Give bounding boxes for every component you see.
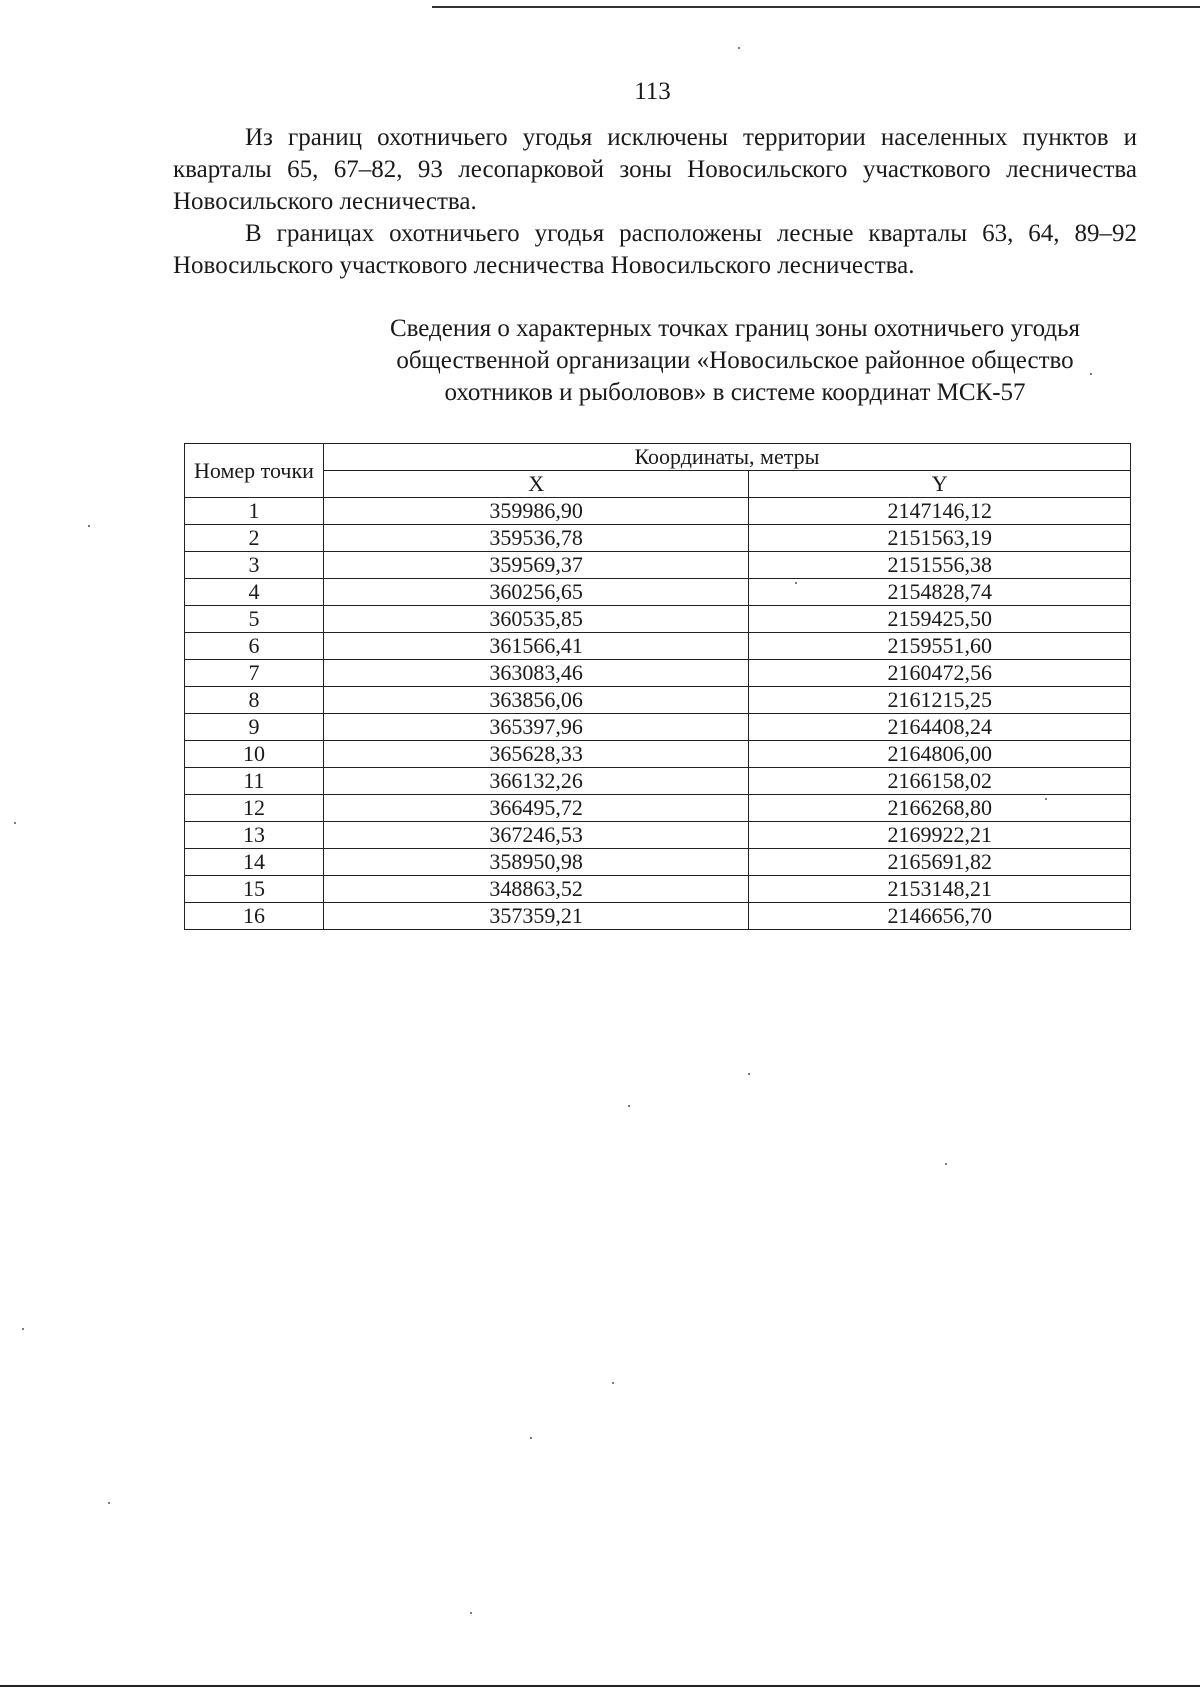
table-row bbox=[185, 903, 1131, 930]
page-number: 113 bbox=[634, 78, 671, 105]
header-coordinates: Координаты, метры bbox=[323, 444, 1130, 471]
cell-x: 365628,33 bbox=[323, 741, 749, 768]
cell-y: 2159551,60 bbox=[749, 633, 1131, 660]
cell-x: 363856,06 bbox=[323, 687, 749, 714]
scan-border-top bbox=[432, 6, 1200, 8]
table-row bbox=[185, 768, 1131, 795]
scan-speck bbox=[14, 822, 16, 824]
cell-point-number: 7 bbox=[185, 660, 324, 687]
cell-point-number: 10 bbox=[185, 741, 324, 768]
scan-speck bbox=[628, 1105, 630, 1107]
cell-y: 2146656,70 bbox=[749, 903, 1131, 930]
cell-y: 2166158,02 bbox=[749, 768, 1131, 795]
scan-border-bottom bbox=[0, 1685, 1200, 1687]
cell-x: 366132,26 bbox=[323, 768, 749, 795]
cell-y: 2154828,74 bbox=[749, 579, 1131, 606]
caption-line: охотников и рыболовов» в системе координат МСК-57 bbox=[444, 379, 1026, 406]
table-row bbox=[185, 849, 1131, 876]
table-row bbox=[185, 795, 1131, 822]
cell-x: 359986,90 bbox=[323, 498, 749, 525]
scan-speck bbox=[88, 525, 90, 527]
scan-speck bbox=[530, 1437, 532, 1439]
table-row bbox=[185, 633, 1131, 660]
cell-x: 359536,78 bbox=[323, 525, 749, 552]
cell-point-number: 12 bbox=[185, 795, 324, 822]
scan-speck bbox=[1090, 373, 1092, 375]
header-y: Y bbox=[749, 471, 1131, 498]
cell-x: 363083,46 bbox=[323, 660, 749, 687]
cell-y: 2159425,50 bbox=[749, 606, 1131, 633]
cell-point-number: 2 bbox=[185, 525, 324, 552]
table-row bbox=[185, 660, 1131, 687]
cell-x: 357359,21 bbox=[323, 903, 749, 930]
cell-y: 2147146,12 bbox=[749, 498, 1131, 525]
table-row bbox=[185, 606, 1131, 633]
paragraph-included-quarters: В границах охотничьего угодья расположены лесные кварталы 63, 64, 89–92 Новосильского участкового лесничества Новосильского лесничества. bbox=[173, 220, 1137, 279]
cell-point-number: 5 bbox=[185, 606, 324, 633]
table-row bbox=[185, 876, 1131, 903]
header-point-number: Номер точки bbox=[185, 444, 324, 498]
table-row bbox=[185, 687, 1131, 714]
cell-point-number: 9 bbox=[185, 714, 324, 741]
table-row bbox=[185, 714, 1131, 741]
scan-speck bbox=[1045, 798, 1047, 800]
paragraph-excluded-territories: Из границ охотничьего угодья исключены территории населенных пунктов и кварталы 65, 67–82, 93 лесопарковой зоны Новосильского участкового лесничества Новосильского лесничества. bbox=[173, 124, 1137, 215]
scan-speck bbox=[945, 1163, 947, 1165]
cell-y: 2160472,56 bbox=[749, 660, 1131, 687]
caption-line: общественной организации «Новосильское районное общество bbox=[396, 347, 1074, 374]
cell-x: 360256,65 bbox=[323, 579, 749, 606]
scan-speck bbox=[738, 47, 740, 49]
cell-x: 358950,98 bbox=[323, 849, 749, 876]
scan-speck bbox=[795, 582, 797, 584]
cell-y: 2153148,21 bbox=[749, 876, 1131, 903]
table-row bbox=[185, 552, 1131, 579]
cell-point-number: 8 bbox=[185, 687, 324, 714]
scan-speck bbox=[470, 1612, 472, 1614]
cell-y: 2166268,80 bbox=[749, 795, 1131, 822]
cell-point-number: 16 bbox=[185, 903, 324, 930]
caption-line: Сведения о характерных точках границ зоны охотничьего угодья bbox=[389, 315, 1081, 342]
cell-point-number: 1 bbox=[185, 498, 324, 525]
table-header-row bbox=[185, 444, 1131, 471]
cell-point-number: 4 bbox=[185, 579, 324, 606]
cell-y: 2164408,24 bbox=[749, 714, 1131, 741]
header-x: X bbox=[323, 471, 749, 498]
cell-x: 359569,37 bbox=[323, 552, 749, 579]
table-row bbox=[185, 498, 1131, 525]
cell-y: 2169922,21 bbox=[749, 822, 1131, 849]
scan-speck bbox=[22, 1328, 24, 1330]
cell-y: 2151563,19 bbox=[749, 525, 1131, 552]
scan-speck bbox=[612, 1382, 614, 1384]
cell-point-number: 11 bbox=[185, 768, 324, 795]
cell-x: 367246,53 bbox=[323, 822, 749, 849]
table-caption bbox=[240, 313, 1200, 409]
table-row bbox=[185, 741, 1131, 768]
table-row bbox=[185, 525, 1131, 552]
table-row bbox=[185, 822, 1131, 849]
cell-x: 360535,85 bbox=[323, 606, 749, 633]
table-subheader-row bbox=[185, 471, 1131, 498]
cell-x: 365397,96 bbox=[323, 714, 749, 741]
table-body bbox=[185, 498, 1131, 930]
scan-speck bbox=[108, 1502, 110, 1504]
cell-point-number: 14 bbox=[185, 849, 324, 876]
cell-point-number: 15 bbox=[185, 876, 324, 903]
coordinates-table bbox=[184, 443, 1131, 930]
cell-x: 348863,52 bbox=[323, 876, 749, 903]
table-row bbox=[185, 579, 1131, 606]
cell-point-number: 13 bbox=[185, 822, 324, 849]
scan-speck bbox=[748, 1073, 750, 1075]
cell-y: 2164806,00 bbox=[749, 741, 1131, 768]
cell-point-number: 3 bbox=[185, 552, 324, 579]
cell-point-number: 6 bbox=[185, 633, 324, 660]
cell-x: 366495,72 bbox=[323, 795, 749, 822]
cell-x: 361566,41 bbox=[323, 633, 749, 660]
cell-y: 2161215,25 bbox=[749, 687, 1131, 714]
cell-y: 2165691,82 bbox=[749, 849, 1131, 876]
cell-y: 2151556,38 bbox=[749, 552, 1131, 579]
